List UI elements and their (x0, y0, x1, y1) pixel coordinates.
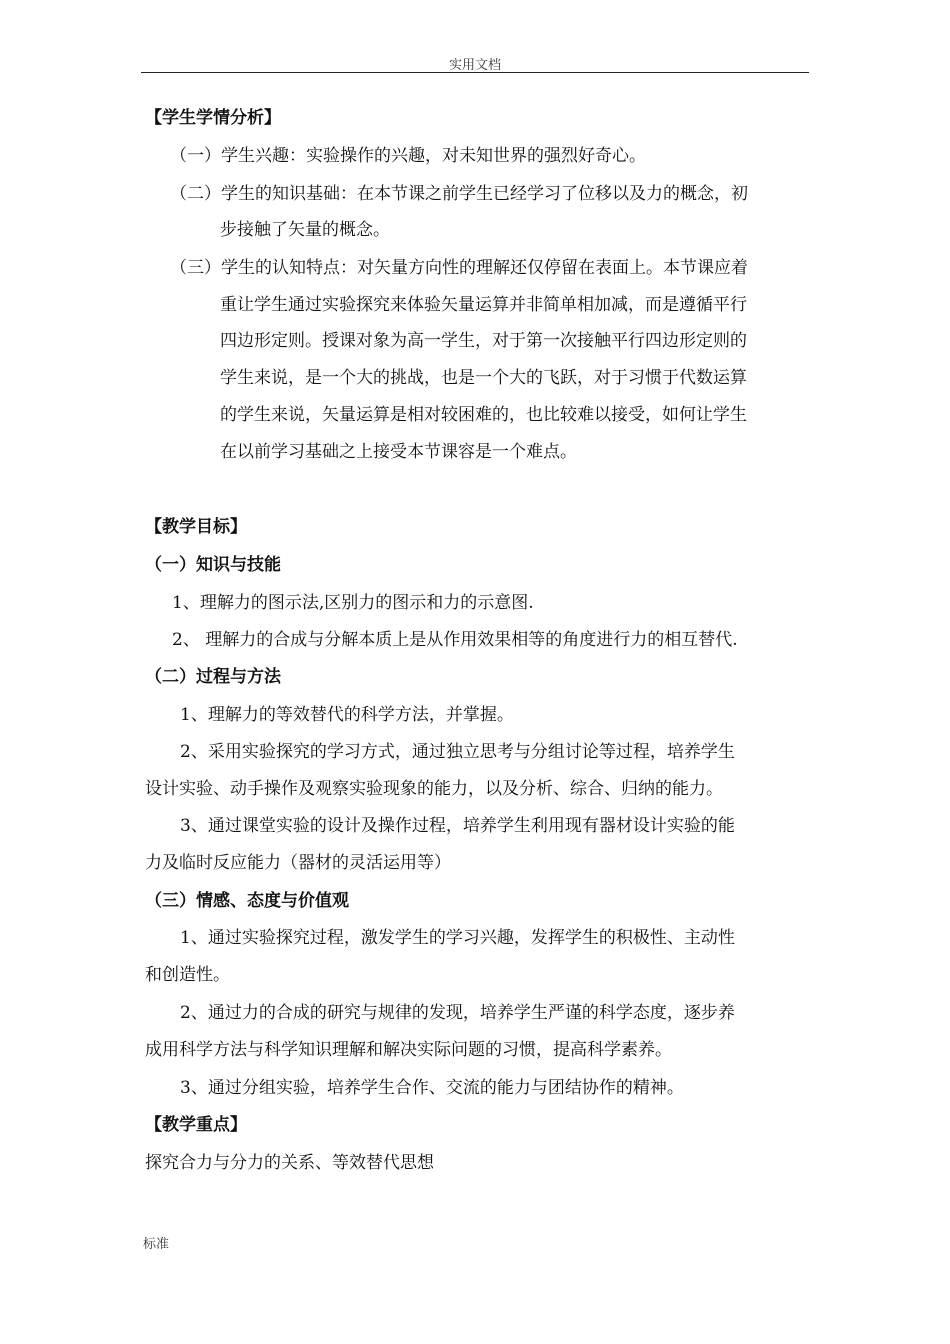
goals-process-item-3-line-1: 3、通过课堂实验的设计及操作过程，培养学生利用现有器材设计实验的能 (180, 816, 735, 836)
header-rule (141, 72, 809, 73)
analysis-item-3-line-5: 的学生来说，矢量运算是相对较困难的，也比较难以接受，如何让学生 (220, 405, 747, 425)
analysis-item-2-line-2: 步接触了矢量的概念。 (220, 220, 390, 240)
goals-attitude-item-2-line-1: 2、通过力的合成的研究与规律的发现，培养学生严谨的科学态度，逐步养 (180, 1003, 735, 1023)
page-footer: 标准 (143, 1237, 170, 1252)
goals-attitude-item-1-line-1: 1、通过实验探究过程，激发学生的学习兴趣，发挥学生的积极性、主动性 (180, 928, 735, 948)
goals-knowledge-item-2: 2、 理解力的合成与分解本质上是从作用效果相等的角度进行力的相互替代. (172, 630, 738, 650)
goals-process-item-2-line-1: 2、采用实验探究的学习方式，通过独立思考与分组讨论等过程，培养学生 (180, 742, 735, 762)
analysis-item-3-line-1: （三）学生的认知特点：对矢量方向性的理解还仅停留在表面上。本节课应着 (170, 258, 748, 278)
analysis-item-2-line-1: （二）学生的知识基础：在本节课之前学生已经学习了位移以及力的概念，初 (170, 184, 748, 204)
goals-attitude-item-2-line-2: 成用科学方法与科学知识理解和解决实际问题的习惯，提高科学素养。 (145, 1040, 672, 1060)
analysis-item-3-line-2: 重让学生通过实验探究来体验矢量运算并非简单相加减，而是遵循平行 (220, 295, 747, 315)
goals-process-item-1: 1、理解力的等效替代的科学方法，并掌握。 (180, 705, 514, 725)
goals-subheading-attitude: （三）情感、态度与价值观 (145, 891, 349, 911)
keypoints-text: 探究合力与分力的关系、等效替代思想 (145, 1153, 434, 1173)
analysis-item-3-line-3: 四边形定则。授课对象为高一学生，对于第一次接触平行四边形定则的 (220, 331, 747, 351)
goals-process-item-3-line-2: 力及临时反应能力（器材的灵活运用等） (145, 853, 451, 873)
goals-attitude-item-3: 3、通过分组实验，培养学生合作、交流的能力与团结协作的精神。 (180, 1078, 684, 1098)
section-heading-goals: 【教学目标】 (145, 517, 247, 537)
analysis-item-3-line-6: 在以前学习基础之上接受本节课容是一个难点。 (220, 442, 577, 462)
analysis-item-1: （一）学生兴趣：实验操作的兴趣，对未知世界的强烈好奇心。 (170, 146, 646, 166)
goals-process-item-2-line-2: 设计实验、动手操作及观察实验现象的能力，以及分析、综合、归纳的能力。 (145, 779, 723, 799)
goals-knowledge-item-1: 1、理解力的图示法,区别力的图示和力的示意图. (172, 593, 534, 613)
page-header: 实用文档 (448, 58, 501, 73)
goals-subheading-process: （二）过程与方法 (145, 667, 281, 687)
section-heading-analysis: 【学生学情分析】 (145, 108, 281, 128)
goals-subheading-knowledge: （一）知识与技能 (145, 555, 281, 575)
section-heading-keypoints: 【教学重点】 (145, 1115, 247, 1135)
analysis-item-3-line-4: 学生来说，是一个大的挑战，也是一个大的飞跃，对于习惯于代数运算 (220, 368, 747, 388)
goals-attitude-item-1-line-2: 和创造性。 (145, 965, 230, 985)
